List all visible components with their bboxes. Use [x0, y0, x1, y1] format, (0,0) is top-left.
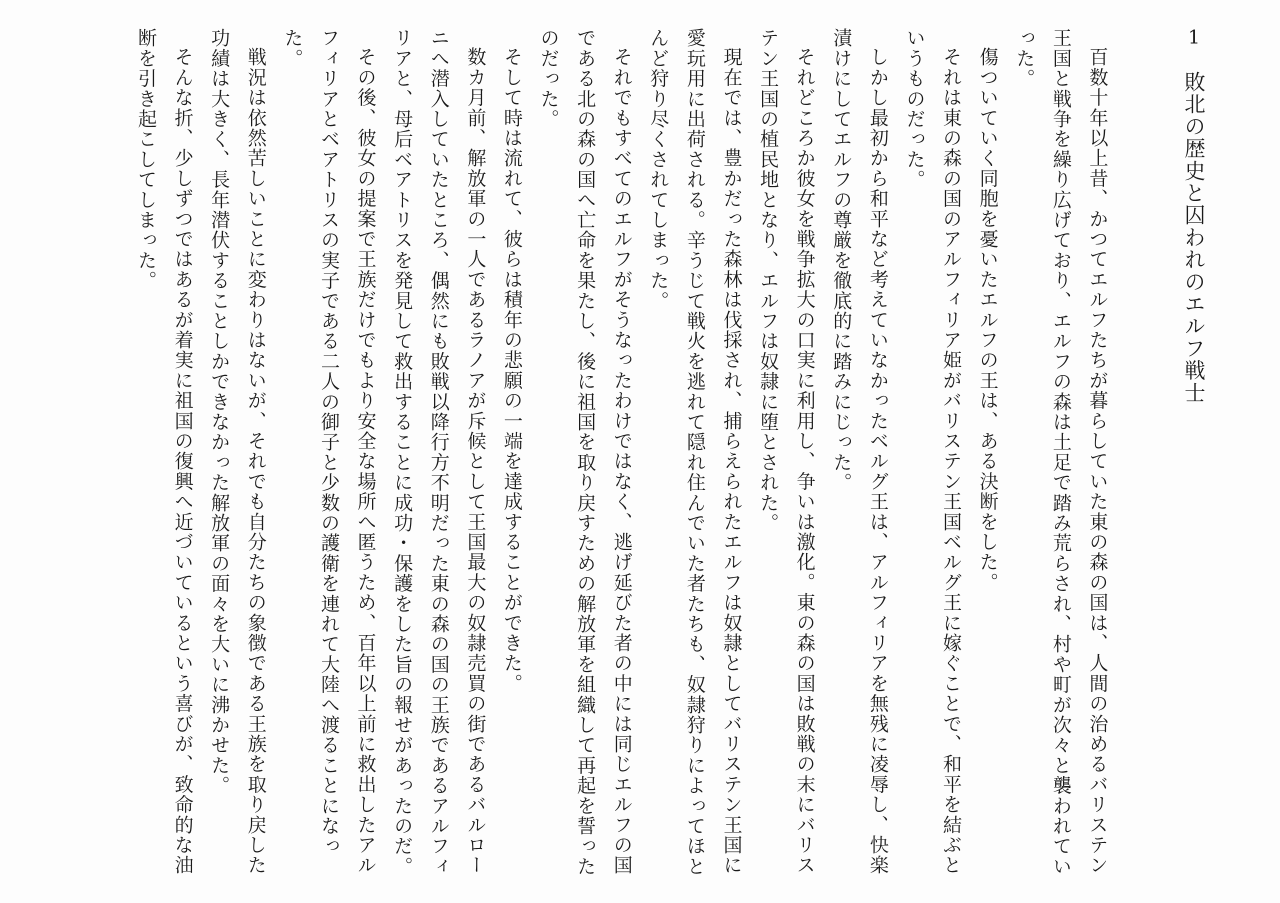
chapter-number: 1: [1187, 28, 1201, 47]
paragraph: それは東の森の国のアルフィリア姫がバリステン王国ベルグ王に嫁ぐことで、和平を結ぶというものだった。: [903, 28, 963, 876]
chapter-title: 敗北の歴史と囚われのエルフ戦士: [1182, 71, 1206, 404]
paragraph: それでもすべてのエルフがそうなったわけではなく、逃げ延びた者の中には同じエルフの国である北の森の国へ亡命を果たし、後に祖国を取り戻すための解放軍を組織して再起を誓ったのだった。: [537, 28, 633, 877]
paragraph: 戦況は依然苦しいことに変わりはないが、それでも自分たちの象徴である王族を取り戻した功績は大きく、長年潜伏することしかできなかった解放軍の面々を大いに沸かせた。: [208, 28, 267, 876]
vertical-text-block: [127, 28, 1212, 888]
paragraph: その後、彼女の提案で王族だけでもより安全な場所へ匿うため、百年以上前に救出したアルフィリアとベアトリスの実子である二人の御子と少数の護衛を連れて大陸へ渡ることになった。: [281, 28, 377, 876]
paragraph: 百数十年以上昔、かつてエルフたちが暮らしていた東の森の国は、人間の治めるバリステン王国と戦争を繰り広げており、エルフの森は土足で踏み荒らされ、村や町が次々と襲われていった。: [1013, 28, 1109, 877]
paragraph: 数カ月前、解放軍の一人であるラノアが斥候として王国最大の奴隷売買の街であるバルローニへ潜入していたところ、偶然にも敗戦以降行方不明だった東の森の国の王族であるアルフィリアと、母后ベアトリスを発見して救出することに成功・保護をした旨の報せがあったのだ。: [391, 28, 487, 877]
paragraph: そんな折、少しずつではあるが着実に祖国の復興へ近づいているという喜びが、致命的な油断を引き起こしてしまった。: [134, 28, 194, 876]
paragraph: それどころか彼女を戦争拡大の口実に利用し、争いは激化。東の森の国は敗戦の末にバリステン王国の植民地となり、エルフは奴隷に堕とされた。: [757, 28, 816, 876]
paragraph: 現在では、豊かだった森林は伐採され、捕らえられたエルフは奴隷としてバリステン王国に愛玩用に出荷される。辛うじて戦火を逃れて隠れ住んでいた者たちも、奴隷狩りによってほとんど狩り尽くされてしまった。: [647, 28, 743, 877]
paragraph: 傷ついていく同胞を憂いたエルフの王は、ある決断をした。: [976, 47, 999, 593]
paragraph: しかし最初から和平など考えていなかったベルグ王は、アルフィリアを無残に凌辱し、快楽漬けにしてエルフの尊厳を徹底的に踏みにじった。: [830, 28, 889, 876]
chapter-heading: [1175, 28, 1212, 888]
paragraph: そして時は流れて、彼らは積年の悲願の一端を達成することができた。: [500, 47, 523, 694]
